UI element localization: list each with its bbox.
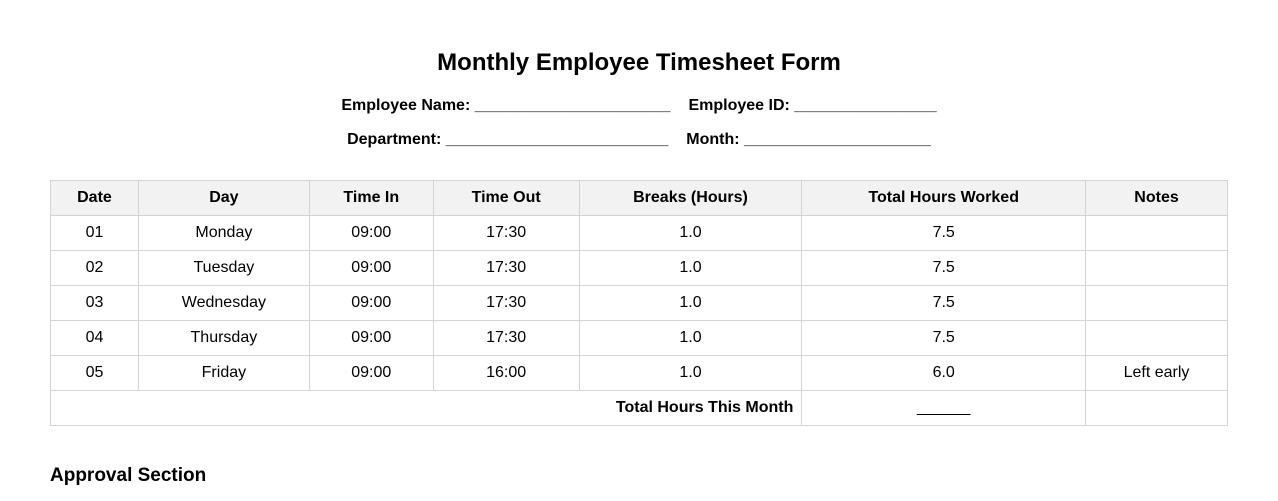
cell-total-hours: 7.5 (802, 321, 1086, 356)
cell-date: 04 (51, 321, 139, 356)
table-row (51, 251, 1228, 286)
cell-date: 05 (51, 356, 139, 391)
employee-name-field[interactable]: ______________________ (474, 97, 671, 114)
cell-time-in: 09:00 (309, 286, 433, 321)
cell-total-hours: 7.5 (802, 216, 1086, 251)
cell-day: Monday (138, 216, 309, 251)
timesheet-table (50, 180, 1228, 426)
cell-time-in: 09:00 (309, 216, 433, 251)
page-title: Monthly Employee Timesheet Form (437, 49, 841, 76)
approval-section-heading: Approval Section (50, 465, 207, 486)
month-field[interactable]: _____________________ (744, 131, 931, 148)
column-header-total-hours: Total Hours Worked (802, 181, 1086, 216)
column-header-time-out: Time Out (433, 181, 579, 216)
column-header-date: Date (51, 181, 139, 216)
cell-notes (1086, 321, 1228, 356)
cell-date: 03 (51, 286, 139, 321)
cell-time-out: 17:30 (433, 216, 579, 251)
table-row (51, 321, 1228, 356)
total-row (51, 391, 1228, 426)
cell-total-hours: 7.5 (802, 251, 1086, 286)
employee-id-label: Employee ID: (688, 97, 790, 114)
cell-time-in: 09:00 (309, 356, 433, 391)
department-field[interactable]: _________________________ (445, 131, 669, 148)
cell-notes (1086, 216, 1228, 251)
table-header-row (51, 181, 1228, 216)
column-header-day: Day (138, 181, 309, 216)
cell-notes (1086, 286, 1228, 321)
cell-time-out: 17:30 (433, 286, 579, 321)
employee-name-label: Employee Name: (341, 97, 471, 114)
total-value-field[interactable]: ______ (802, 391, 1086, 426)
cell-breaks: 1.0 (579, 321, 802, 356)
cell-breaks: 1.0 (579, 286, 802, 321)
department-label: Department: (347, 131, 442, 148)
cell-time-in: 09:00 (309, 251, 433, 286)
cell-day: Wednesday (138, 286, 309, 321)
cell-breaks: 1.0 (579, 251, 802, 286)
cell-breaks: 1.0 (579, 216, 802, 251)
cell-time-in: 09:00 (309, 321, 433, 356)
cell-time-out: 17:30 (433, 251, 579, 286)
cell-breaks: 1.0 (579, 356, 802, 391)
cell-date: 01 (51, 216, 139, 251)
cell-time-out: 16:00 (433, 356, 579, 391)
cell-day: Friday (138, 356, 309, 391)
column-header-notes: Notes (1086, 181, 1228, 216)
total-label: Total Hours This Month (51, 391, 802, 426)
cell-notes (1086, 251, 1228, 286)
column-header-time-in: Time In (309, 181, 433, 216)
month-label: Month: (686, 131, 740, 148)
employee-id-field[interactable]: ________________ (794, 97, 937, 114)
table-row (51, 356, 1228, 391)
cell-date: 02 (51, 251, 139, 286)
cell-day: Tuesday (138, 251, 309, 286)
cell-notes: Left early (1086, 356, 1228, 391)
cell-total-hours: 6.0 (802, 356, 1086, 391)
info-row-1 (0, 97, 1278, 115)
cell-day: Thursday (138, 321, 309, 356)
cell-time-out: 17:30 (433, 321, 579, 356)
total-notes-cell (1086, 391, 1228, 426)
column-header-breaks: Breaks (Hours) (579, 181, 802, 216)
table-row (51, 286, 1228, 321)
cell-total-hours: 7.5 (802, 286, 1086, 321)
info-row-2 (0, 131, 1278, 149)
table-row (51, 216, 1228, 251)
